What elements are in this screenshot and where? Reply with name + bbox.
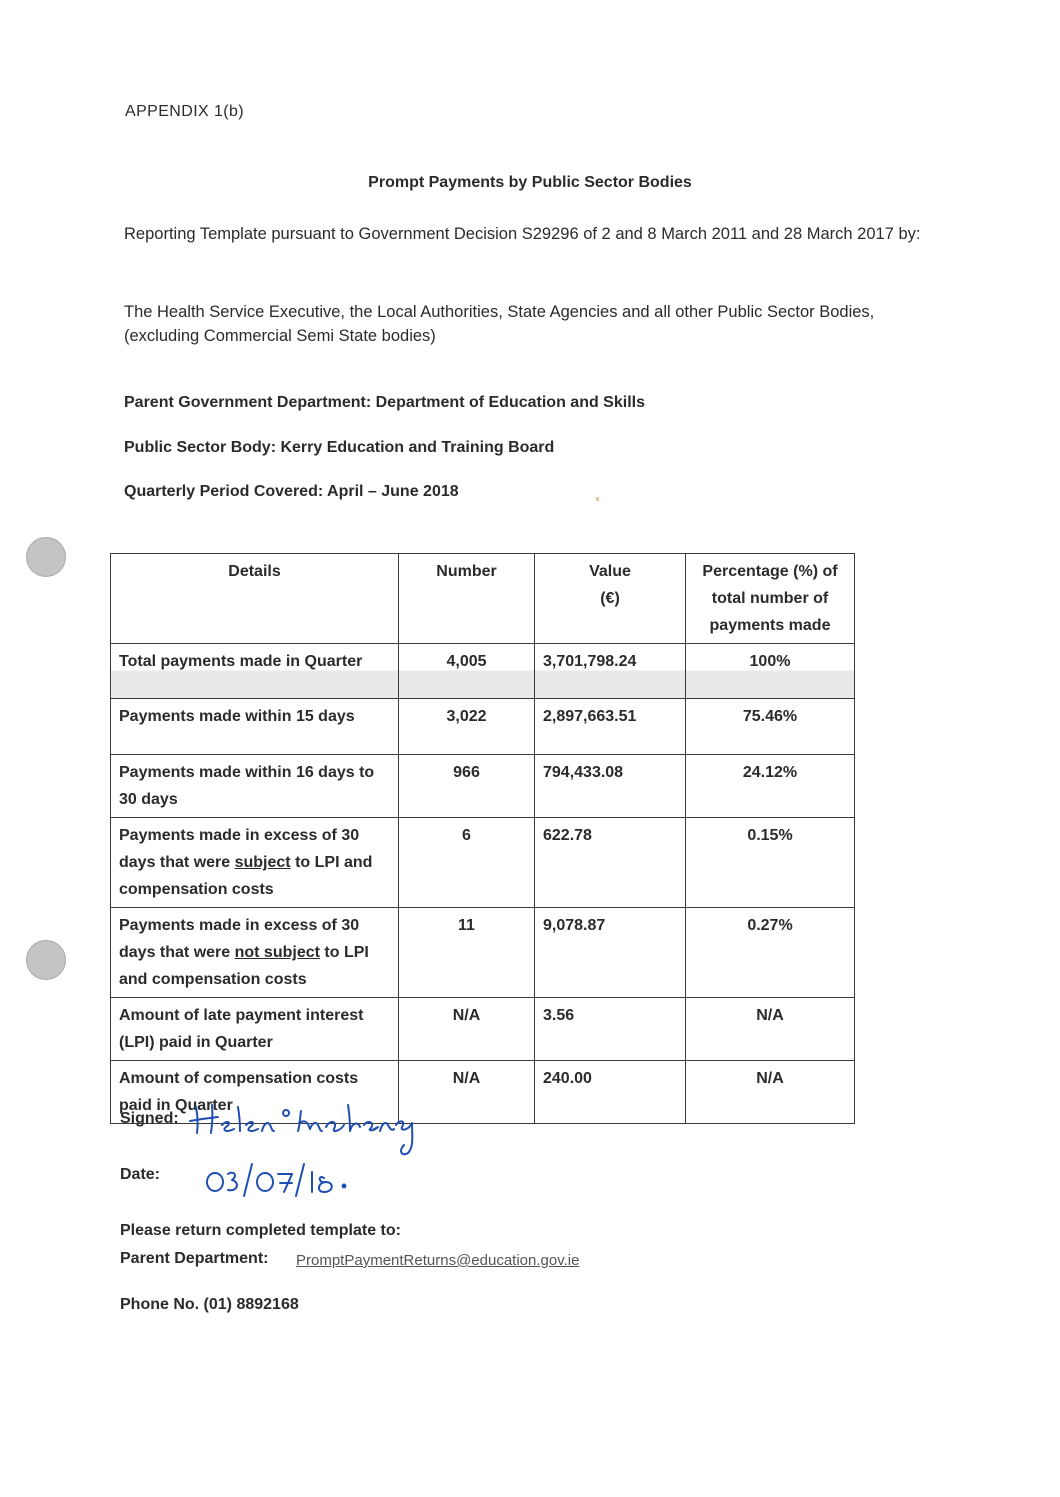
row-details: Payments made within 15 days bbox=[111, 699, 399, 755]
table-row bbox=[111, 699, 855, 755]
header-details: Details bbox=[111, 554, 399, 644]
row-value: 3.56 bbox=[535, 998, 686, 1061]
row-percentage: N/A bbox=[686, 1061, 855, 1124]
header-value-unit: (€) bbox=[600, 590, 620, 607]
intro-paragraph: Reporting Template pursuant to Government Decision S29296 of 2 and 8 March 2011 and 28 March 2017 by: bbox=[124, 225, 921, 243]
header-value-label: Value bbox=[589, 563, 631, 580]
row-details: Amount of compensation costs paid in Quarter bbox=[111, 1061, 399, 1124]
return-instructions: Please return completed template to: bbox=[120, 1222, 401, 1239]
row-details-part: to LPI and compensation costs bbox=[119, 854, 373, 898]
phone-number: Phone No. (01) 8892168 bbox=[120, 1296, 299, 1313]
paper-speck bbox=[596, 497, 599, 501]
row-details: Total payments made in Quarter bbox=[111, 644, 399, 699]
header-number: Number bbox=[399, 554, 535, 644]
table-header-row bbox=[111, 554, 855, 644]
page-title: Prompt Payments by Public Sector Bodies bbox=[368, 174, 692, 191]
row-percentage: N/A bbox=[686, 998, 855, 1061]
row-value: 794,433.08 bbox=[535, 755, 686, 818]
punch-hole bbox=[26, 537, 66, 577]
header-value bbox=[535, 554, 686, 644]
parent-department-label: Parent Department: bbox=[120, 1250, 269, 1267]
table-row bbox=[111, 755, 855, 818]
table-row bbox=[111, 998, 855, 1061]
row-number: N/A bbox=[399, 1061, 535, 1124]
row-number: N/A bbox=[399, 998, 535, 1061]
appendix-label: APPENDIX 1(b) bbox=[125, 103, 245, 120]
row-details: Payments made within 16 days to 30 days bbox=[111, 755, 399, 818]
row-number: 6 bbox=[399, 818, 535, 908]
punch-hole bbox=[26, 940, 66, 980]
row-value: 3,701,798.24 bbox=[535, 644, 686, 699]
row-details-part: Payments made in excess of 30 days that were bbox=[119, 827, 360, 871]
row-details: Amount of late payment interest (LPI) paid in Quarter bbox=[111, 998, 399, 1061]
row-number: 11 bbox=[399, 908, 535, 998]
row-percentage: 0.15% bbox=[686, 818, 855, 908]
return-email-link[interactable]: PromptPaymentReturns@education.gov.ie bbox=[296, 1252, 580, 1269]
row-value: 2,897,663.51 bbox=[535, 699, 686, 755]
row-value: 9,078.87 bbox=[535, 908, 686, 998]
row-details bbox=[111, 818, 399, 908]
signed-label: Signed: bbox=[120, 1110, 179, 1127]
parent-department-line: Parent Government Department: Department of Education and Skills bbox=[124, 394, 645, 411]
row-percentage: 0.27% bbox=[686, 908, 855, 998]
row-value: 240.00 bbox=[535, 1061, 686, 1124]
handwritten-date-image bbox=[204, 1160, 364, 1200]
row-percentage: 75.46% bbox=[686, 699, 855, 755]
row-number: 3,022 bbox=[399, 699, 535, 755]
row-details bbox=[111, 908, 399, 998]
signature-image bbox=[188, 1095, 488, 1165]
period-line: Quarterly Period Covered: April – June 2018 bbox=[124, 483, 459, 500]
row-details-underlined: subject bbox=[234, 854, 291, 871]
row-details-underlined: not subject bbox=[234, 944, 320, 961]
table-row bbox=[111, 644, 855, 699]
row-details-part: Payments made in excess of 30 days that were bbox=[119, 917, 360, 961]
header-percentage: Percentage (%) of total number of payments made bbox=[686, 554, 855, 644]
row-value: 622.78 bbox=[535, 818, 686, 908]
row-number: 966 bbox=[399, 755, 535, 818]
date-value bbox=[0, 0, 1, 1]
table-row bbox=[111, 818, 855, 908]
row-details-part: to LPI and compensation costs bbox=[119, 944, 369, 988]
row-percentage: 100% bbox=[686, 644, 855, 699]
row-percentage: 24.12% bbox=[686, 755, 855, 818]
public-body-line: Public Sector Body: Kerry Education and Training Board bbox=[124, 439, 555, 456]
row-number: 4,005 bbox=[399, 644, 535, 699]
bodies-paragraph: The Health Service Executive, the Local Authorities, State Agencies and all other Public Sector Bodies, (excluding Commercial Semi State bodies) bbox=[124, 303, 875, 345]
prompt-payments-table bbox=[110, 553, 855, 1124]
date-label: Date: bbox=[120, 1166, 161, 1183]
table-row bbox=[111, 908, 855, 998]
